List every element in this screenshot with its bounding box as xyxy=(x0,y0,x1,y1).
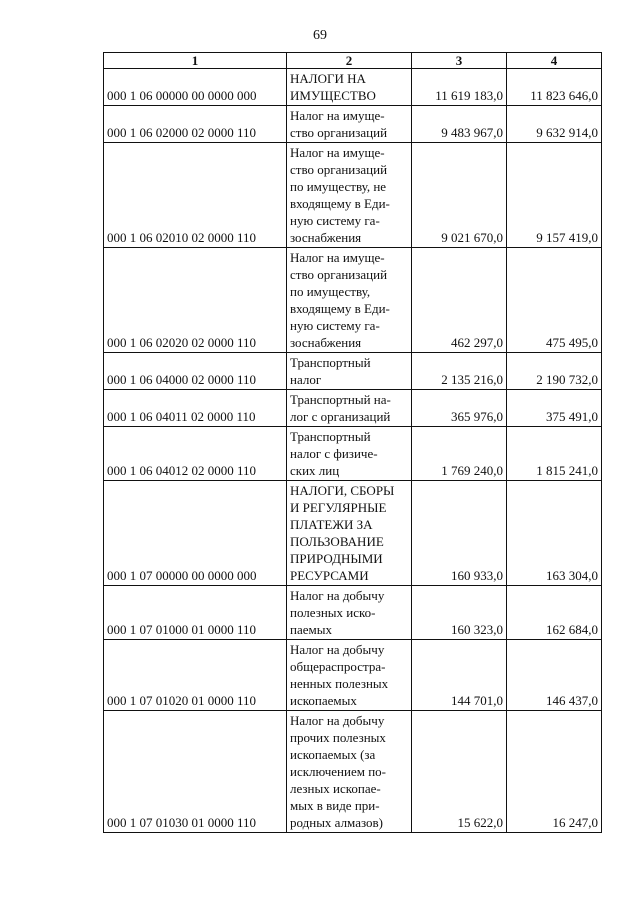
revenue-name-line: мых в виде при- xyxy=(290,798,380,813)
revenue-name-line: по имуществу, не xyxy=(290,179,387,194)
revenue-name-cell xyxy=(287,143,412,248)
revenue-name-cell xyxy=(287,69,412,106)
budget-code-cell: 000 1 06 02010 02 0000 110 xyxy=(104,143,287,248)
amount-column-3-cell: 365 976,0 xyxy=(412,390,507,427)
amount-column-4-cell: 9 157 419,0 xyxy=(507,143,602,248)
amount-column-4-cell: 375 491,0 xyxy=(507,390,602,427)
revenue-name-line: Налог на имуще- xyxy=(290,108,385,123)
revenue-name-line: ную систему га- xyxy=(290,318,380,333)
budget-code-cell: 000 1 07 00000 00 0000 000 xyxy=(104,481,287,586)
table-row xyxy=(104,427,602,481)
revenue-name-line: ископаемых xyxy=(290,693,357,708)
table-row xyxy=(104,248,602,353)
amount-column-3-cell: 11 619 183,0 xyxy=(412,69,507,106)
revenue-name-line: Транспортный xyxy=(290,355,371,370)
revenue-name-cell xyxy=(287,711,412,833)
amount-column-4-cell: 9 632 914,0 xyxy=(507,106,602,143)
revenue-name-line: ПРИРОДНЫМИ xyxy=(290,551,383,566)
revenue-name-line: Налог на добычу xyxy=(290,588,385,603)
amount-column-4-cell: 146 437,0 xyxy=(507,640,602,711)
revenue-name-cell xyxy=(287,640,412,711)
revenue-name-line: налог с физиче- xyxy=(290,446,378,461)
amount-column-4-cell: 475 495,0 xyxy=(507,248,602,353)
revenue-name-line: родных алмазов) xyxy=(290,815,383,830)
revenue-name-line: И РЕГУЛЯРНЫЕ xyxy=(290,500,387,515)
amount-column-4-cell: 1 815 241,0 xyxy=(507,427,602,481)
amount-column-4-cell: 163 304,0 xyxy=(507,481,602,586)
revenue-name-cell xyxy=(287,586,412,640)
budget-code-cell: 000 1 06 04011 02 0000 110 xyxy=(104,390,287,427)
amount-column-3-cell: 1 769 240,0 xyxy=(412,427,507,481)
amount-column-4-cell: 16 247,0 xyxy=(507,711,602,833)
table-row xyxy=(104,106,602,143)
revenue-name-line: зоснабжения xyxy=(290,335,362,350)
revenue-name-line: Налог на добычу xyxy=(290,713,385,728)
revenue-name-line: ство организаций xyxy=(290,162,388,177)
revenue-name-line: полезных иско- xyxy=(290,605,376,620)
revenue-name-line: входящему в Еди- xyxy=(290,196,390,211)
revenue-name-cell xyxy=(287,481,412,586)
table-row xyxy=(104,69,602,106)
revenue-name-line: Налог на имуще- xyxy=(290,145,385,160)
table-row xyxy=(104,481,602,586)
revenue-name-line: прочих полезных xyxy=(290,730,386,745)
revenue-name-line: НАЛОГИ НА xyxy=(290,71,366,86)
amount-column-3-cell: 144 701,0 xyxy=(412,640,507,711)
amount-column-3-cell: 160 933,0 xyxy=(412,481,507,586)
column-header-4: 4 xyxy=(507,53,602,69)
revenue-name-cell xyxy=(287,390,412,427)
amount-column-4-cell: 162 684,0 xyxy=(507,586,602,640)
revenue-name-line: ную систему га- xyxy=(290,213,380,228)
revenue-name-line: ПОЛЬЗОВАНИЕ xyxy=(290,534,384,549)
revenue-name-line: Налог на добычу xyxy=(290,642,385,657)
revenue-name-line: зоснабжения xyxy=(290,230,362,245)
revenue-name-line: ских лиц xyxy=(290,463,340,478)
table-row xyxy=(104,711,602,833)
revenue-name-line: Транспортный xyxy=(290,429,371,444)
budget-code-cell: 000 1 06 02000 02 0000 110 xyxy=(104,106,287,143)
revenue-name-line: по имуществу, xyxy=(290,284,371,299)
table-row xyxy=(104,640,602,711)
amount-column-3-cell: 462 297,0 xyxy=(412,248,507,353)
revenue-name-line: исключением по- xyxy=(290,764,387,779)
amount-column-3-cell: 9 021 670,0 xyxy=(412,143,507,248)
revenue-name-line: РЕСУРСАМИ xyxy=(290,568,369,583)
amount-column-3-cell: 160 323,0 xyxy=(412,586,507,640)
column-header-2: 2 xyxy=(287,53,412,69)
table-body xyxy=(104,69,602,833)
revenue-name-line: лезных ископае- xyxy=(290,781,381,796)
revenue-name-line: ископаемых (за xyxy=(290,747,376,762)
budget-code-cell: 000 1 06 04012 02 0000 110 xyxy=(104,427,287,481)
revenue-table xyxy=(103,52,602,833)
amount-column-4-cell: 2 190 732,0 xyxy=(507,353,602,390)
revenue-name-cell xyxy=(287,248,412,353)
header-row xyxy=(104,53,602,69)
revenue-name-cell xyxy=(287,353,412,390)
revenue-name-line: Транспортный на- xyxy=(290,392,391,407)
budget-code-cell: 000 1 06 00000 00 0000 000 xyxy=(104,69,287,106)
revenue-name-line: ИМУЩЕСТВО xyxy=(290,88,376,103)
revenue-name-line: ненных полезных xyxy=(290,676,389,691)
amount-column-3-cell: 2 135 216,0 xyxy=(412,353,507,390)
column-header-1: 1 xyxy=(104,53,287,69)
amount-column-3-cell: 9 483 967,0 xyxy=(412,106,507,143)
revenue-name-line: лог с организаций xyxy=(290,409,391,424)
revenue-name-line: ство организаций xyxy=(290,125,388,140)
amount-column-3-cell: 15 622,0 xyxy=(412,711,507,833)
table-row xyxy=(104,353,602,390)
revenue-name-line: НАЛОГИ, СБОРЫ xyxy=(290,483,395,498)
table-row xyxy=(104,586,602,640)
budget-code-cell: 000 1 06 04000 02 0000 110 xyxy=(104,353,287,390)
table-row xyxy=(104,390,602,427)
revenue-name-line: ПЛАТЕЖИ ЗА xyxy=(290,517,373,532)
revenue-name-line: налог xyxy=(290,372,322,387)
amount-column-4-cell: 11 823 646,0 xyxy=(507,69,602,106)
revenue-name-line: общераспростра- xyxy=(290,659,386,674)
revenue-name-line: ство организаций xyxy=(290,267,388,282)
page-number: 69 xyxy=(313,28,327,43)
revenue-name-cell xyxy=(287,427,412,481)
table-row xyxy=(104,143,602,248)
revenue-name-line: паемых xyxy=(290,622,332,637)
revenue-name-line: Налог на имуще- xyxy=(290,250,385,265)
budget-code-cell: 000 1 07 01030 01 0000 110 xyxy=(104,711,287,833)
budget-code-cell: 000 1 07 01020 01 0000 110 xyxy=(104,640,287,711)
budget-code-cell: 000 1 07 01000 01 0000 110 xyxy=(104,586,287,640)
budget-code-cell: 000 1 06 02020 02 0000 110 xyxy=(104,248,287,353)
column-header-3: 3 xyxy=(412,53,507,69)
revenue-name-line: входящему в Еди- xyxy=(290,301,390,316)
revenue-name-cell xyxy=(287,106,412,143)
